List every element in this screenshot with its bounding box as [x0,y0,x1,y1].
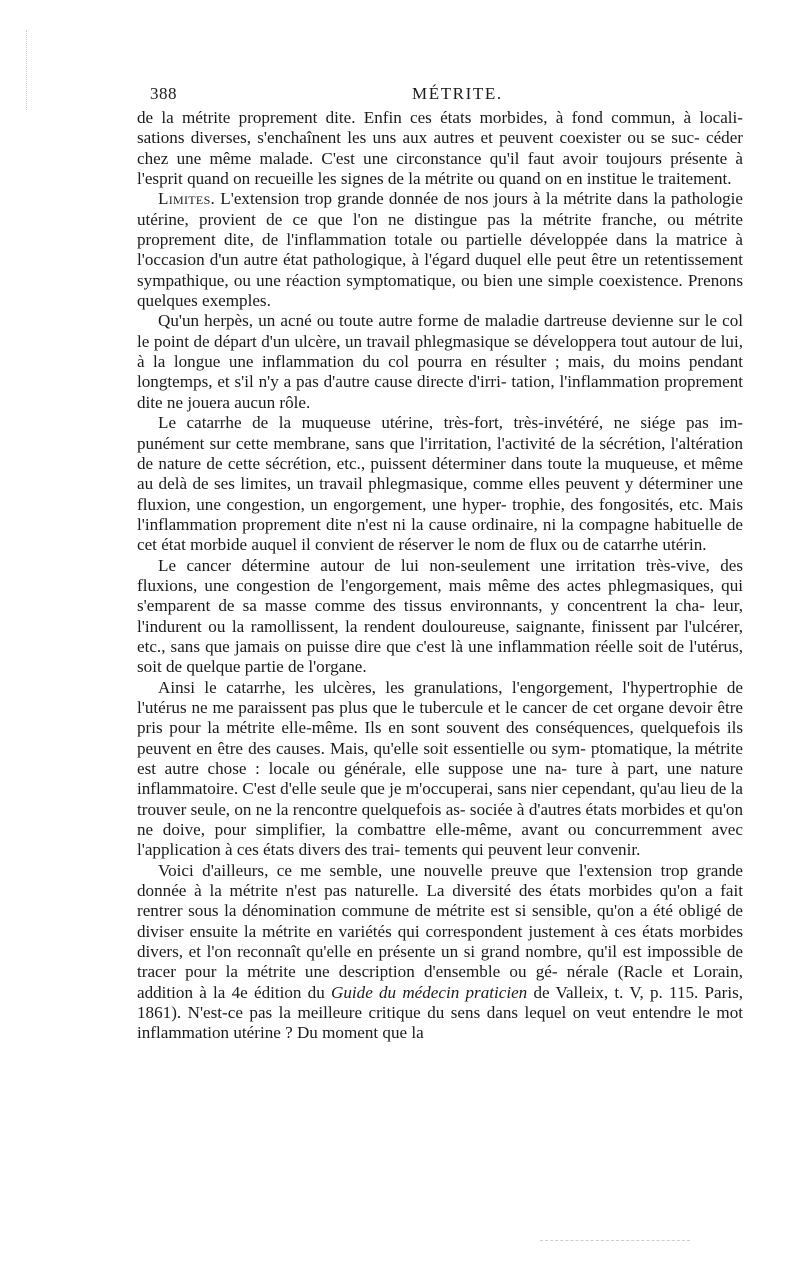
paragraph-voici [137,861,743,1044]
page-number: 388 [150,84,177,103]
page-header [150,84,740,106]
section-lead-limites: Limites. [158,189,216,209]
paragraph-ainsi: Ainsi le catarrhe, les ulcères, les granulations, l'engorgement, l'hypertrophie de l'utérus ne me paraissent pas plus que le tubercule et le cancer de cet organe devoir être pris pour la métrite elle-même. Ils en sont souvent des conséquences, quelquefois ils peuvent en être des causes. Mais, qu'elle soit essentielle ou sym- ptomatique, la métrite est autre chose : locale ou générale, elle suppose une na- ture à part, une nature inflammatoire. C'est d'elle seule que je m'occuperai, sans nier cependant, qu'au lieu de la trouver seule, on ne la rencontre quelquefois as- sociée à d'autres états morbides et qu'on ne doive, pour simplifier, la combattre elle-même, avant ou concurremment avec l'application à ces états divers des trai- tements qui peuvent leur convenir. [137,677,743,860]
paragraph-voici-text-a: Voici d'ailleurs, ce me semble, une nouvelle preuve que l'extension trop grande donnée à la métrite n'est pas naturelle. La diversité des états morbides qu'on a fait rentrer sous la dénomination commune de métrite est si sensible, qu'on a été obligé de diviser ensuite la métrite en variétés qui correspondent justement à ces états morbides divers, et l'on reconnaît qu'elle en présente un si grand nombre, qu'il est impossible de tracer pour la métrite une description d'ensemble ou gé- nérale (Racle et Lorain, addition à la 4e édition du [137,860,743,1002]
paragraph-limites [137,189,743,311]
paragraph-voici-text-b: de Valleix, t. V, p. 115. Paris, 1861). N'est-ce pas la meilleure critique du sens dans lequel on veut entendre le mot inflammation utérine ? Du moment que la [137,982,743,1043]
body-text [137,108,743,1044]
paragraph-herpes: Qu'un herpès, un acné ou toute autre forme de maladie dartreuse devienne sur le col le point de départ d'un ulcère, un travail phlegmasique se développera tout autour de lui, à la longue une inflammation du col pourra en résulter ; mais, du moins pendant longtemps, et s'il n'y a pas d'autre cause directe d'irri- tation, l'inflammation proprement dite ne jouera aucun rôle. [137,311,743,412]
paragraph-continuation: de la métrite proprement dite. Enfin ces états morbides, à fond commun, à locali- sations diverses, s'enchaînent les uns aux autres et peuvent coexister ou se suc- céder chez une même malade. C'est une circonstance qu'il faut avoir toujours présente à l'esprit quand on recueille les signes de la métrite ou quand on en institue le traitement. [137,108,743,189]
paragraph-cancer: Le cancer détermine autour de lui non-seulement une irritation très-vive, des fluxions, une congestion de l'engorgement, mais même des actes phlegmasiques, qui s'emparent de sa masse comme des tissus environnants, y concentrent la cha- leur, l'indurent ou la ramollissent, la rendent douloureuse, saignante, finissent par l'ulcérer, etc., sans que jamais on puisse dire que c'est là une inflammation réelle soit de l'utérus, soit de quelque partie de l'organe. [137,555,743,677]
paragraph-catarrhe: Le catarrhe de la muqueuse utérine, très-fort, très-invétéré, ne siége pas im- punément sur cette membrane, sans que l'irritation, l'activité de la sécrétion, l'altération de nature de cette sécrétion, etc., puissent déterminer dans toute la muqueuse, et même au delà de ses limites, un travail phlegmasique, comme elles peuvent y déterminer une fluxion, une congestion, un engorgement, une hyper- trophie, des fongosités, etc. Mais l'inflammation proprement dite n'est ni la cause ordinaire, ni la compagne habituelle de cet état morbide auquel il convient de réserver le nom de flux ou de catarrhe utérin. [137,413,743,555]
scan-artifact-bottom [540,1240,690,1242]
paragraph-limites-text: L'extension trop grande donnée de nos jours à la métrite dans la pathologie utérine, provient de ce que l'on ne distingue pas la métrite franche, ou métrite proprement dite, de l'inflammation totale ou partielle développée dans la matrice à l'occasion d'un autre état pathologique, à l'égard duquel elle peut être un retentissement sympathique, ou une réaction symptomatique, ou bien une simple coexistence. Prenons quelques exemples. [137,189,743,311]
cited-work-title: Guide du médecin praticien [331,982,528,1002]
running-title: MÉTRITE. [412,84,503,103]
scan-artifact-left [26,30,41,110]
